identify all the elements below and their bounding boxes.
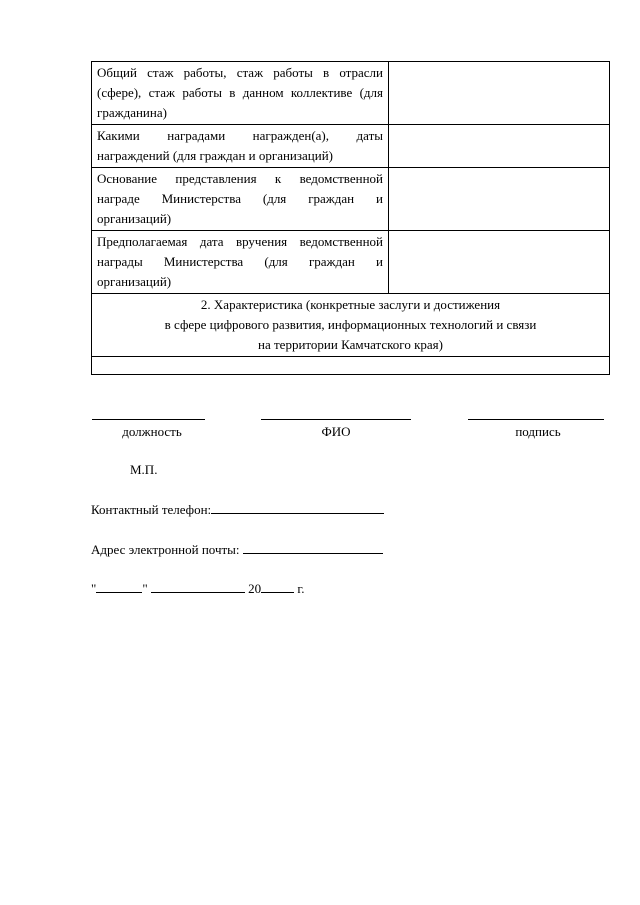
year-field[interactable] <box>261 580 294 593</box>
table-row <box>92 357 610 375</box>
nomination-basis-label: Основание представления к ведомственной награде Министерства (для граждан и организаций) <box>92 168 389 231</box>
year-prefix: 20 <box>248 581 262 596</box>
section-2-heading <box>92 294 610 357</box>
stamp-label: М.П. <box>130 462 158 477</box>
quote-close: " <box>142 581 148 596</box>
email-label: Адрес электронной почты: <box>91 542 240 557</box>
table-row <box>92 125 610 168</box>
email-field[interactable] <box>243 541 383 554</box>
table-row <box>92 168 610 231</box>
work-experience-field[interactable] <box>389 62 610 125</box>
section-2-heading-line-3: на территории Камчатского края) <box>258 337 443 352</box>
name-line[interactable] <box>261 419 411 420</box>
section-2-heading-line-1: 2. Характеристика (конкретные заслуги и достижения <box>200 297 501 312</box>
year-suffix: г. <box>297 581 305 596</box>
award-date-field[interactable] <box>389 231 610 294</box>
month-field[interactable] <box>151 580 245 593</box>
phone-label: Контактный телефон: <box>91 502 212 517</box>
work-experience-label: Общий стаж работы, стаж работы в отрасли (сфере), стаж работы в данном коллективе (для гражданина) <box>92 62 389 125</box>
phone-row <box>91 501 384 518</box>
previous-awards-label: Какими наградами награжден(а), даты награждений (для граждан и организаций) <box>92 125 389 168</box>
award-date-label: Предполагаемая дата вручения ведомственной награды Министерства (для граждан и организаций) <box>92 231 389 294</box>
position-label: должность <box>122 424 182 439</box>
characteristic-field[interactable] <box>92 357 610 375</box>
table-row <box>92 231 610 294</box>
section-2-heading-line-2: в сфере цифрового развития, информационных технологий и связи <box>164 317 537 332</box>
name-label: ФИО <box>321 424 351 439</box>
previous-awards-field[interactable] <box>389 125 610 168</box>
day-field[interactable] <box>96 580 142 593</box>
table-row <box>92 62 610 125</box>
email-row <box>91 541 383 558</box>
date-row <box>91 580 305 597</box>
table-row <box>92 294 610 357</box>
position-line[interactable] <box>92 419 205 420</box>
quote-open: " <box>91 581 97 596</box>
signature-label: подпись <box>515 424 561 439</box>
nomination-basis-field[interactable] <box>389 168 610 231</box>
phone-field[interactable] <box>211 501 384 514</box>
award-form-table <box>91 61 610 375</box>
signature-line[interactable] <box>468 419 604 420</box>
